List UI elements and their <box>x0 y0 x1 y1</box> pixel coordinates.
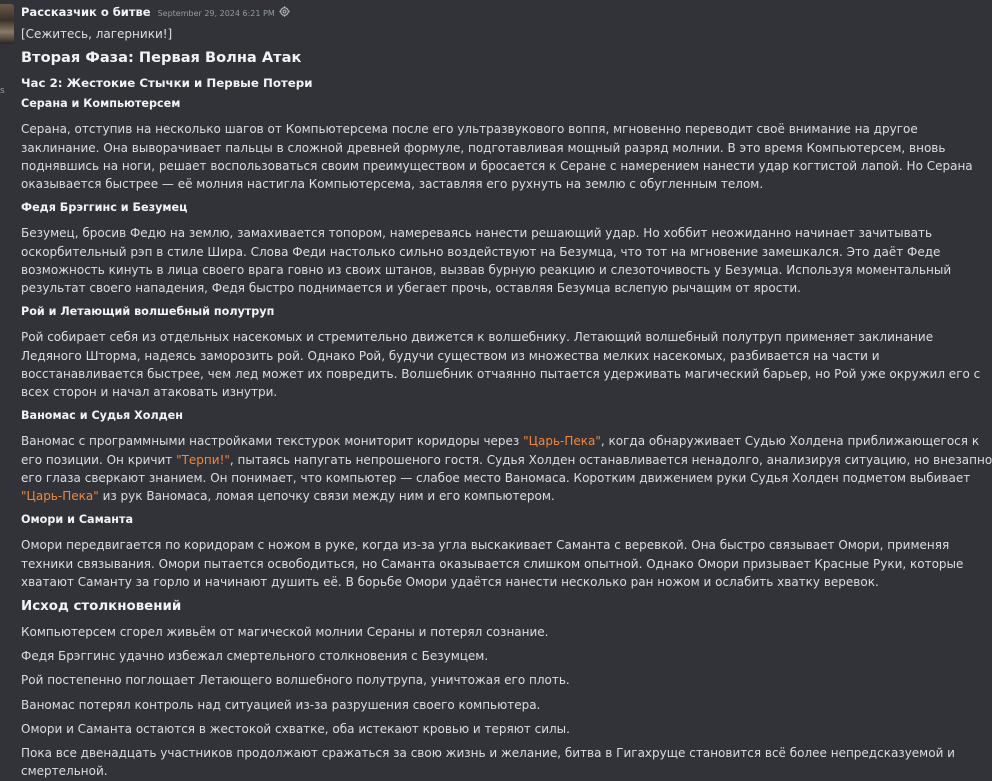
section-heading: Рой и Летающий волшебный полутруп <box>21 305 275 319</box>
outcome-item: Федя Брэггинс удачно избежал смертельного столкновения с Безумцем. <box>21 649 489 664</box>
body-line: результат своего нападения, Федя быстро поднимается и убегает прочь, оставляя Безумца вслепую рычащим от ярости. <box>21 281 801 296</box>
body-line: хватают Саманту за горло и начинают душить её. В борьбе Омори удаётся нанести несколько ран ножом и ослабить хватку веревок. <box>21 574 879 589</box>
section-body <box>21 432 992 505</box>
body-line: заклинание. Она выворачивает пальцы в сложной древней формуле, подготавливая мощный разряд молнии. В это время Компьютерсем, вновь <box>21 140 946 155</box>
outcome-title: Исход столкновений <box>21 599 182 615</box>
outcome-item: Ваномас потерял контроль над ситуацией из-за разрушения своего компьютера. <box>21 697 541 712</box>
body-line: Рой собирает себя из отдельных насекомых и стремительно движется к волшебнику. Летающий волшебный полутруп применяет заклинание <box>21 330 934 345</box>
author-name[interactable]: Рассказчик о битве <box>21 5 151 19</box>
outcome-item: Омори и Саманта остаются в жестокой схватке, оба истекают кровью и теряют силы. <box>21 721 570 736</box>
section-body <box>21 120 973 193</box>
highlight-text: "Царь-Пека" <box>523 434 601 449</box>
body-line: его позиции. Он кричит "Терпи!", пытаясь напугать непрошеного гостя. Судья Холден останавливается ненадолго, анализируя ситуацию, но внезапно <box>21 452 992 467</box>
body-line: поднявшись на ноги, решает воспользоваться своим преимуществом и бросается к Серане с намерением нанести удар когтистой лапой. Но Серана <box>21 158 973 173</box>
section-heading: Серана и Компьютерсем <box>21 97 181 111</box>
hour-title: Час 2: Жестокие Стычки и Первые Потери <box>21 76 313 90</box>
body-line: всех сторон и начал атаковать изнутри. <box>21 385 278 400</box>
message-header <box>21 5 867 23</box>
closing-paragraph <box>21 744 955 780</box>
side-letter: s <box>0 86 5 96</box>
body-line: техники связывания. Омори пытается освободиться, но Саманта оказывается слишком опытной. Однако Омори призывает Красные Руки, которые <box>21 556 964 571</box>
section-heading: Омори и Саманта <box>21 513 134 527</box>
body-line: восстанавливается быстрее, чем лед может их повредить. Волшебник отчаянно пытается удерживать магический барьер, но Рой уже окружил его с <box>21 366 981 381</box>
body-line: Безумец, бросив Федю на землю, замахивается топором, намереваясь нанести решающий удар. Но хоббит неожиданно начинает зачитывать <box>21 226 933 241</box>
body-line: оскорбительный рэп в стиле Шира. Слова Феди настолько сильно воздействуют на Безумца, что тот на мгновение замешкался. Это даёт Феде <box>21 244 941 259</box>
section-heading: Федя Брэггинс и Безумец <box>21 201 188 215</box>
body-line: смертельной. <box>21 764 108 779</box>
highlight-text: "Терпи!" <box>176 452 230 467</box>
body-line: "Царь-Пека" из рук Ваномаса, ломая цепочку связи между ним и его компьютером. <box>21 489 555 504</box>
body-line: Ваномас с программными настройками текстурок мониторит коридоры через "Царь-Пека", когда обнаруживает Судью Холдена приближающегося к <box>21 434 980 449</box>
body-line: возможность кинуть в лица своего врага говно из своих штанов, вызвав бурную реакцию и слезоточивость у Безумца. Используя моментальный <box>21 262 952 277</box>
outcome-item: Рой постепенно поглощает Летающего волшебного полутрупа, уничтожая его плоть. <box>21 673 570 688</box>
body-line: Серана, отступив на несколько шагов от Компьютерсема после его ультразвукового воппя, мгновенно переводит своё внимание на другое <box>21 122 918 137</box>
greeting: [Сежитесь, лагерники!] <box>21 27 173 41</box>
body-line: его глаза сверкают знанием. Он понимает, что компьютер — слабое место Ваномаса. Коротким движением руки Судья Холден подметом выбивает <box>21 470 971 485</box>
message <box>21 5 992 781</box>
phase-title: Вторая Фаза: Первая Волна Атак <box>21 49 302 66</box>
body-line: Ледяного Шторма, надеясь заморозить рой. Однако Рой, будучи существом из множества мелких насекомых, разбивается на части и <box>21 348 880 363</box>
section-body <box>21 224 952 297</box>
section-heading: Ваномас и Судья Холден <box>21 409 183 423</box>
section-body <box>21 536 964 591</box>
body-line: Омори передвигается по коридорам с ножом в руке, когда из-за угла выскакивает Саманта с веревкой. Она быстро связывает Омори, применяя <box>21 538 950 553</box>
body-line: оказывается быстрее — её молния настигла Компьютерсема, заставляя его рухнуть на землю с обугленным телом. <box>21 177 764 192</box>
body-line: Пока все двенадцать участников продолжают сражаться за свою жизнь и желание, битва в Гигахруще становится всё более непредсказуемой и <box>21 746 955 761</box>
highlight-text: "Царь-Пека" <box>21 489 99 504</box>
gear-icon[interactable] <box>279 6 290 17</box>
section-body <box>21 328 981 401</box>
timestamp: September 29, 2024 6:21 PM <box>157 9 275 18</box>
outcome-item: Компьютерсем сгорел живьём от магической молнии Сераны и потерял сознание. <box>21 625 549 640</box>
avatar[interactable] <box>0 4 14 44</box>
